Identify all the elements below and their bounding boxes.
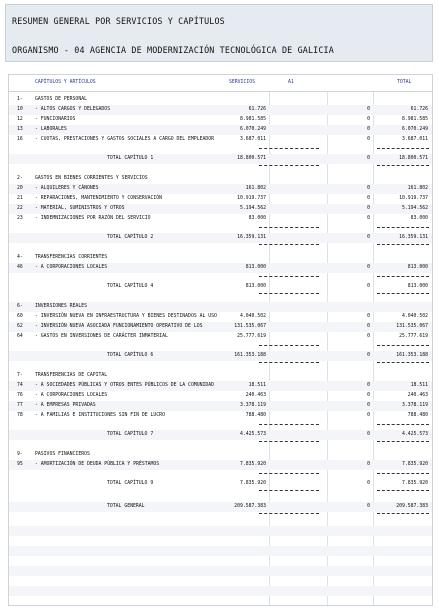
row-code: 74 — [17, 383, 23, 388]
value-a1: 4.425.573 — [240, 432, 266, 437]
value-column-2: 0 — [367, 117, 370, 122]
value-total: 18.800.571 — [399, 156, 428, 161]
empty-row — [9, 546, 432, 556]
value-column-2: 0 — [367, 334, 370, 339]
dashed-separator — [259, 345, 319, 346]
organism-title: ORGANISMO - 04 AGENCIA DE MODERNIZACIÓN TECNOLÓGICA DE GALICIA — [12, 45, 334, 55]
row-label: - A CORPORACIONES LOCALES — [35, 393, 108, 398]
value-total: 8.981.585 — [402, 117, 428, 122]
value-column-2: 0 — [367, 127, 370, 132]
row-code: 1- — [17, 97, 23, 102]
value-total: 4.425.573 — [402, 432, 428, 437]
row-label: - A SOCIEDADES PÚBLICAS Y OTROS ENTES PÚBLICOS DE LA COMUNIDAD — [35, 383, 215, 388]
value-a1: 7.835.920 — [240, 462, 266, 467]
value-total: 7.835.920 — [402, 462, 428, 467]
empty-row — [9, 586, 432, 596]
table-row — [9, 322, 432, 332]
chapter-row — [9, 371, 432, 381]
total-label: TOTAL GENERAL — [107, 504, 145, 509]
value-a1: 8.981.585 — [240, 117, 266, 122]
value-a1: 131.535.067 — [234, 324, 266, 329]
value-total: 61.726 — [410, 107, 428, 112]
value-total: 813.000 — [407, 284, 428, 289]
col-header-total: TOTAL — [397, 80, 412, 85]
value-a1: 161.802 — [245, 186, 266, 191]
value-a1: 813.000 — [245, 265, 266, 270]
row-label: - LABORALES — [35, 127, 67, 132]
total-row — [9, 233, 432, 243]
value-total: 10.919.737 — [399, 196, 428, 201]
value-column-2: 0 — [367, 216, 370, 221]
dashed-separator — [377, 473, 429, 474]
value-a1: 3.378.119 — [240, 403, 266, 408]
row-label: - INVERSIÓN NUEVA EN INFRAESTRUCTURA Y BIENES DESTINADOS AL USO — [35, 314, 217, 319]
row-label: - FUNCIONARIOS — [35, 117, 76, 122]
value-a1: 3.687.011 — [240, 137, 266, 142]
row-label: - CUOTAS, PRESTACIONES Y GASTOS SOCIALES A CARGO DEL EMPLEADOR — [35, 137, 215, 142]
dashed-separator — [259, 473, 319, 474]
value-total: 3.378.119 — [402, 403, 428, 408]
dashed-separator — [259, 148, 319, 149]
value-total: 788.480 — [407, 413, 428, 418]
row-label: GASTOS DE PERSONAL — [35, 97, 87, 102]
row-label: - AMORTIZACIÓN DE DEUDA PÚBLICA Y PRÉSTAMOS — [35, 462, 160, 467]
total-row — [9, 430, 432, 440]
row-label: - A CORPORACIONES LOCALES — [35, 265, 108, 270]
total-label: TOTAL CAPÍTULO 9 — [107, 481, 154, 486]
row-label: - GASTOS EN INVERSIONES DE CARÁCTER INMATERIAL — [35, 334, 168, 339]
row-code: 9- — [17, 452, 23, 457]
value-a1: 18.800.571 — [237, 156, 266, 161]
table-row — [9, 411, 432, 421]
dashed-separator — [259, 227, 319, 228]
total-row — [9, 479, 432, 489]
col-header-chapters: CAPÍTULOS Y ARTÍCULOS — [35, 80, 96, 85]
dashed-separator — [377, 148, 429, 149]
empty-row — [9, 556, 432, 566]
total-label: TOTAL CAPÍTULO 2 — [107, 235, 154, 240]
col-header-a1: A1 — [288, 80, 294, 85]
value-total: 161.353.188 — [396, 353, 428, 358]
row-code: 60 — [17, 314, 23, 319]
row-code: 23 — [17, 216, 23, 221]
value-total: 131.535.067 — [396, 324, 428, 329]
dashed-separator — [377, 490, 429, 491]
value-a1: 5.194.562 — [240, 206, 266, 211]
row-label: - A FAMILIAS E INSTITUCIONES SIN FIN DE LUCRO — [35, 413, 165, 418]
chapter-row — [9, 302, 432, 312]
chapter-row — [9, 253, 432, 263]
dashed-separator — [377, 424, 429, 425]
value-total: 6.070.249 — [402, 127, 428, 132]
empty-row — [9, 536, 432, 546]
row-code: 6- — [17, 304, 23, 309]
value-column-2: 0 — [367, 462, 370, 467]
total-label: TOTAL CAPÍTULO 1 — [107, 156, 154, 161]
table-row — [9, 105, 432, 115]
dashed-separator — [377, 293, 429, 294]
value-total: 18.511 — [410, 383, 428, 388]
row-code: 7- — [17, 373, 23, 378]
value-column-2: 0 — [367, 481, 370, 486]
dashed-separator — [377, 165, 429, 166]
value-a1: 209.587.383 — [234, 504, 266, 509]
row-code: 16 — [17, 137, 23, 142]
report-title: RESUMEN GENERAL POR SERVICIOS Y CAPÍTULOS — [12, 16, 225, 26]
row-code: 13 — [17, 127, 23, 132]
dashed-separator — [259, 276, 319, 277]
row-code: 2- — [17, 176, 23, 181]
table-row — [9, 391, 432, 401]
value-column-2: 0 — [367, 284, 370, 289]
table-row — [9, 214, 432, 224]
total-label: TOTAL CAPÍTULO 6 — [107, 353, 154, 358]
value-column-2: 0 — [367, 403, 370, 408]
value-column-2: 0 — [367, 504, 370, 509]
dashed-separator — [259, 293, 319, 294]
total-row — [9, 351, 432, 361]
value-column-2: 0 — [367, 265, 370, 270]
table-row — [9, 125, 432, 135]
value-column-2: 0 — [367, 156, 370, 161]
value-total: 4.040.502 — [402, 314, 428, 319]
table-row — [9, 135, 432, 145]
value-column-2: 0 — [367, 393, 370, 398]
col-header-services: SERVICIOS — [229, 80, 255, 85]
value-total: 161.802 — [407, 186, 428, 191]
value-total: 209.587.383 — [396, 504, 428, 509]
value-a1: 83.000 — [248, 216, 266, 221]
row-code: 76 — [17, 393, 23, 398]
row-code: 12 — [17, 117, 23, 122]
value-column-2: 0 — [367, 383, 370, 388]
value-a1: 240.463 — [245, 393, 266, 398]
value-column-2: 0 — [367, 206, 370, 211]
row-code: 10 — [17, 107, 23, 112]
table-row — [9, 460, 432, 470]
row-code: 20 — [17, 186, 23, 191]
row-label: - INVERSIÓN NUEVA ASOCIADA FUNCIONAMIENTO OPERATIVO DE LOS — [35, 324, 203, 329]
empty-row — [9, 576, 432, 586]
total-row — [9, 282, 432, 292]
row-label: - A EMPRESAS PRIVADAS — [35, 403, 96, 408]
dashed-separator — [259, 441, 319, 442]
value-column-2: 0 — [367, 413, 370, 418]
dashed-separator — [259, 165, 319, 166]
value-a1: 161.353.188 — [234, 353, 266, 358]
table-row — [9, 332, 432, 342]
value-a1: 18.511 — [248, 383, 266, 388]
value-a1: 4.040.502 — [240, 314, 266, 319]
row-label: - MATERIAL, SUMINISTROS Y OTROS — [35, 206, 125, 211]
row-label: GASTOS EN BIENES CORRIENTES Y SERVICIOS — [35, 176, 148, 181]
value-a1: 6.070.249 — [240, 127, 266, 132]
table-row — [9, 263, 432, 273]
total-row — [9, 154, 432, 164]
total-row — [9, 502, 432, 512]
dashed-separator — [259, 513, 319, 514]
value-total: 240.463 — [407, 393, 428, 398]
value-total: 3.687.011 — [402, 137, 428, 142]
table-row — [9, 312, 432, 322]
table-row — [9, 204, 432, 214]
value-total: 5.194.562 — [402, 206, 428, 211]
value-total: 7.835.920 — [402, 481, 428, 486]
row-code: 62 — [17, 324, 23, 329]
table-row — [9, 115, 432, 125]
value-column-2: 0 — [367, 196, 370, 201]
dashed-separator — [259, 362, 319, 363]
dashed-separator — [259, 244, 319, 245]
row-code: 46 — [17, 265, 23, 270]
row-label: PASIVOS FINANCIEROS — [35, 452, 90, 457]
row-label: - ALTOS CARGOS Y DELEGADOS — [35, 107, 111, 112]
summary-table — [8, 74, 433, 606]
dashed-separator — [377, 345, 429, 346]
value-total: 25.777.619 — [399, 334, 428, 339]
row-code: 4- — [17, 255, 23, 260]
row-label: - ALQUILERES Y CÁNONES — [35, 186, 99, 191]
table-row — [9, 194, 432, 204]
total-label: TOTAL CAPÍTULO 4 — [107, 284, 154, 289]
value-column-2: 0 — [367, 314, 370, 319]
value-a1: 10.919.737 — [237, 196, 266, 201]
value-total: 813.000 — [407, 265, 428, 270]
empty-row — [9, 526, 432, 536]
row-code: 78 — [17, 413, 23, 418]
chapter-row — [9, 95, 432, 105]
value-a1: 25.777.619 — [237, 334, 266, 339]
empty-row — [9, 566, 432, 576]
value-total: 16.359.131 — [399, 235, 428, 240]
value-column-2: 0 — [367, 432, 370, 437]
dashed-separator — [377, 362, 429, 363]
row-code: 95 — [17, 462, 23, 467]
value-column-2: 0 — [367, 353, 370, 358]
row-label: - REPARACIONES, MANTENIMIENTO Y CONSERVACIÓN — [35, 196, 163, 201]
value-a1: 16.359.131 — [237, 235, 266, 240]
value-total: 83.000 — [410, 216, 428, 221]
table-row — [9, 381, 432, 391]
value-column-2: 0 — [367, 137, 370, 142]
empty-row — [9, 516, 432, 526]
row-code: 21 — [17, 196, 23, 201]
value-a1: 61.726 — [248, 107, 266, 112]
table-row — [9, 401, 432, 411]
row-label: - INDEMNIZACIONES POR RAZÓN DEL SERVICIO — [35, 216, 151, 221]
value-a1: 788.480 — [245, 413, 266, 418]
row-label: INVERSIONES REALES — [35, 304, 87, 309]
dashed-separator — [377, 513, 429, 514]
report-header — [5, 4, 433, 62]
value-column-2: 0 — [367, 324, 370, 329]
value-column-2: 0 — [367, 235, 370, 240]
table-header — [9, 75, 432, 92]
dashed-separator — [259, 424, 319, 425]
chapter-row — [9, 174, 432, 184]
value-column-2: 0 — [367, 107, 370, 112]
dashed-separator — [377, 244, 429, 245]
row-code: 22 — [17, 206, 23, 211]
value-a1: 7.835.920 — [240, 481, 266, 486]
chapter-row — [9, 450, 432, 460]
row-code: 77 — [17, 403, 23, 408]
dashed-separator — [259, 490, 319, 491]
value-column-2: 0 — [367, 186, 370, 191]
dashed-separator — [377, 276, 429, 277]
total-label: TOTAL CAPÍTULO 7 — [107, 432, 154, 437]
row-code: 64 — [17, 334, 23, 339]
row-label: TRANSFERENCIAS DE CAPITAL — [35, 373, 108, 378]
value-a1: 813.000 — [245, 284, 266, 289]
row-label: TRANSFERENCIAS CORRIENTES — [35, 255, 108, 260]
dashed-separator — [377, 441, 429, 442]
dashed-separator — [377, 227, 429, 228]
table-row — [9, 184, 432, 194]
